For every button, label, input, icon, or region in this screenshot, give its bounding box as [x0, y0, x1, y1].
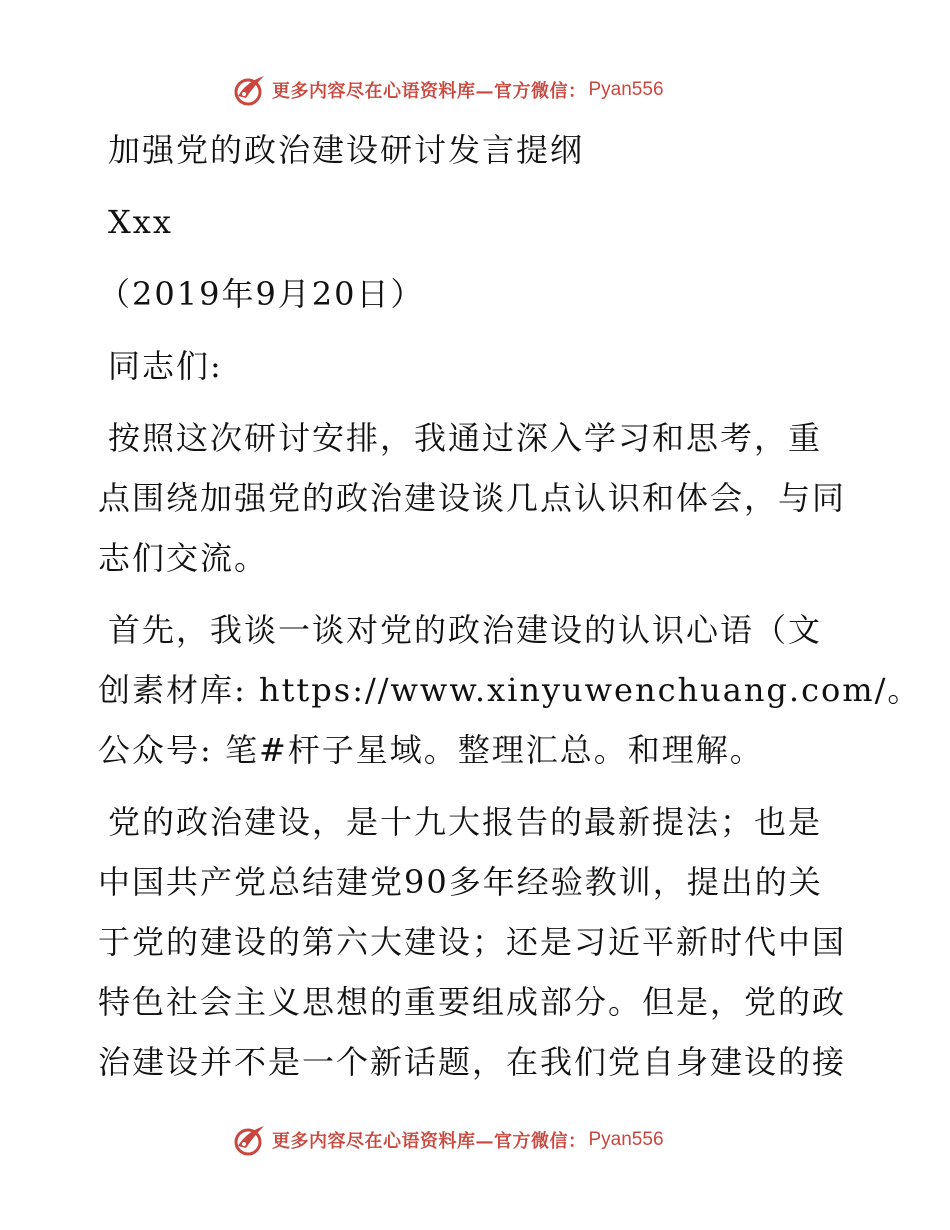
paragraph-2: [98, 600, 922, 780]
document-body: [98, 120, 922, 1092]
author: Xxx: [108, 203, 173, 241]
document-title: 加强党的政治建设研讨发言提纲: [108, 131, 585, 169]
greeting: 同志们:: [108, 347, 223, 385]
paragraph-line: 中国共产党总结建党90多年经验教训，提出的关: [98, 863, 823, 901]
banner-wechat-id: Pyan556: [588, 79, 664, 100]
paragraph-line: 首先，我谈一谈对党的政治建设的认识心语（文: [108, 611, 823, 649]
paragraph-line: 治建设并不是一个新话题，在我们党自身建设的接: [98, 1043, 847, 1081]
paragraph-line: 点围绕加强党的政治建设谈几点认识和体会，与同: [98, 479, 847, 517]
paragraph-line: 志们交流。: [98, 539, 269, 577]
banner-wechat-id: Pyan556: [588, 1129, 664, 1150]
banner-text: 更多内容尽在心语资料库—官方微信：: [272, 81, 587, 102]
paragraph-line: 于党的建设的第六大建设；还是习近平新时代中国: [98, 923, 847, 961]
footer-banner: [232, 1120, 664, 1160]
paragraph-line: 公众号: 笔#杆子星域。整理汇总。和理解。: [98, 731, 764, 769]
date: （2019年9月20日）: [98, 275, 425, 313]
paragraph-3: [98, 792, 858, 1092]
paragraph-line: 特色社会主义思想的重要组成部分。但是，党的政: [98, 983, 847, 1021]
pen-logo-icon: [232, 72, 268, 108]
header-banner: [232, 70, 664, 110]
pen-logo-icon: [232, 1122, 268, 1158]
paragraph-line: 党的政治建设，是十九大报告的最新提法；也是: [108, 803, 823, 841]
paragraph-line: 按照这次研讨安排，我通过深入学习和思考，重: [108, 419, 823, 457]
banner-text: 更多内容尽在心语资料库—官方微信：: [272, 1131, 587, 1152]
paragraph-line: 创素材库: https://www.xinyuwenchuang.com/。: [98, 671, 922, 709]
paragraph-1: [98, 408, 858, 588]
